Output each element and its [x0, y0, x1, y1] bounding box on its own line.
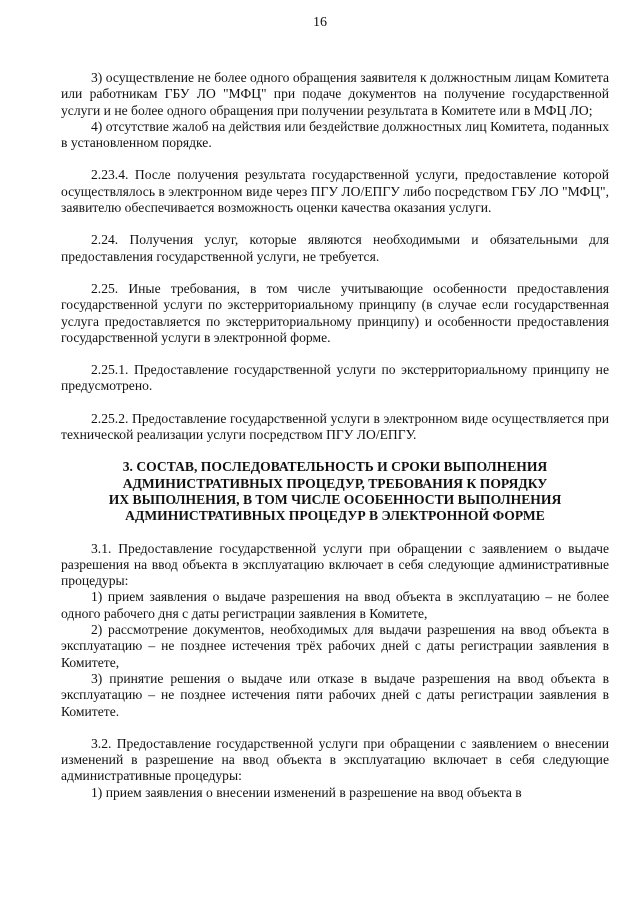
- paragraph-item-3: 3) осуществление не более одного обращения заявителя к должностным лицам Комитета или работникам ГБУ ЛО "МФЦ" при подаче документов на получение государственной услуги и не более одного обращения при получении результата в Комитете или в МФЦ ЛО;: [61, 70, 609, 118]
- page-number: 16: [313, 15, 327, 30]
- paragraph-3-2: 3.2. Предоставление государственной услуги при обращении с заявлением о внесении изменений в разрешение на ввод объекта в эксплуатацию включает в себя следующие административные процедуры:: [61, 735, 609, 784]
- paragraph-3-2-item-1: 1) прием заявления о внесении изменений в разрешение на ввод объекта в: [91, 784, 522, 800]
- document-body: [61, 70, 609, 801]
- paragraph-2-25-1: 2.25.1. Предоставление государственной услуги по экстерриториальному принципу не предусмотрено.: [61, 362, 609, 394]
- paragraph-2-23-4: 2.23.4. После получения результата государственной услуги, предоставление которой осуществлялось в электронном виде через ПГУ ЛО/ЕПГУ либо посредством ГБУ ЛО "МФЦ", заявителю обеспечивается возможность оценки качества оказания услуги.: [61, 167, 609, 216]
- heading-line-2: АДМИНИСТРАТИВНЫХ ПРОЦЕДУР, ТРЕБОВАНИЯ К ПОРЯДКУ: [122, 475, 548, 491]
- heading-line-3: ИХ ВЫПОЛНЕНИЯ, В ТОМ ЧИСЛЕ ОСОБЕННОСТИ ВЫПОЛНЕНИЯ: [108, 491, 562, 507]
- heading-line-1: 3. СОСТАВ, ПОСЛЕДОВАТЕЛЬНОСТЬ И СРОКИ ВЫПОЛНЕНИЯ: [122, 459, 548, 475]
- paragraph-3-1-item-3: 3) принятие решения о выдаче или отказе в выдаче разрешения на ввод объекта в эксплуатацию – не позднее истечения пяти рабочих дней с даты регистрации заявления в Комитете.: [61, 670, 609, 719]
- paragraph-3-1: 3.1. Предоставление государственной услуги при обращении с заявлением о выдаче разрешения на ввод объекта в эксплуатацию включает в себя следующие административные процедуры:: [61, 540, 609, 589]
- paragraph-3-1-item-2: 2) рассмотрение документов, необходимых для выдачи разрешения на ввод объекта в эксплуатацию – не позднее истечения трёх рабочих дней с даты регистрации заявления в Комитете,: [61, 622, 609, 670]
- paragraph-2-25-2: 2.25.2. Предоставление государственной услуги в электронном виде осуществляется при технической реализации услуги посредством ПГУ ЛО/ЕПГУ.: [61, 410, 609, 443]
- section-3-heading: [61, 459, 609, 524]
- paragraph-3-1-item-1: 1) прием заявления о выдаче разрешения на ввод объекта в эксплуатацию – не более одного рабочего дня с даты регистрации заявления в Комитете,: [61, 589, 609, 621]
- paragraph-2-24: 2.24. Получения услуг, которые являются необходимыми и обязательными для предоставления государственной услуги, не требуется.: [61, 232, 609, 264]
- heading-line-4: АДМИНИСТРАТИВНЫХ ПРОЦЕДУР В ЭЛЕКТРОННОЙ ФОРМЕ: [125, 508, 545, 524]
- paragraph-item-4: 4) отсутствие жалоб на действия или бездействие должностных лиц Комитета, поданных в установленном порядке.: [61, 118, 609, 151]
- paragraph-2-25: 2.25. Иные требования, в том числе учитывающие особенности предоставления государственной услуги по экстерриториальному принципу (в случае если государственная услуга предоставляется по экстерриториальному принципу) и особенности предоставления государственной услуги в электронной форме.: [61, 280, 609, 345]
